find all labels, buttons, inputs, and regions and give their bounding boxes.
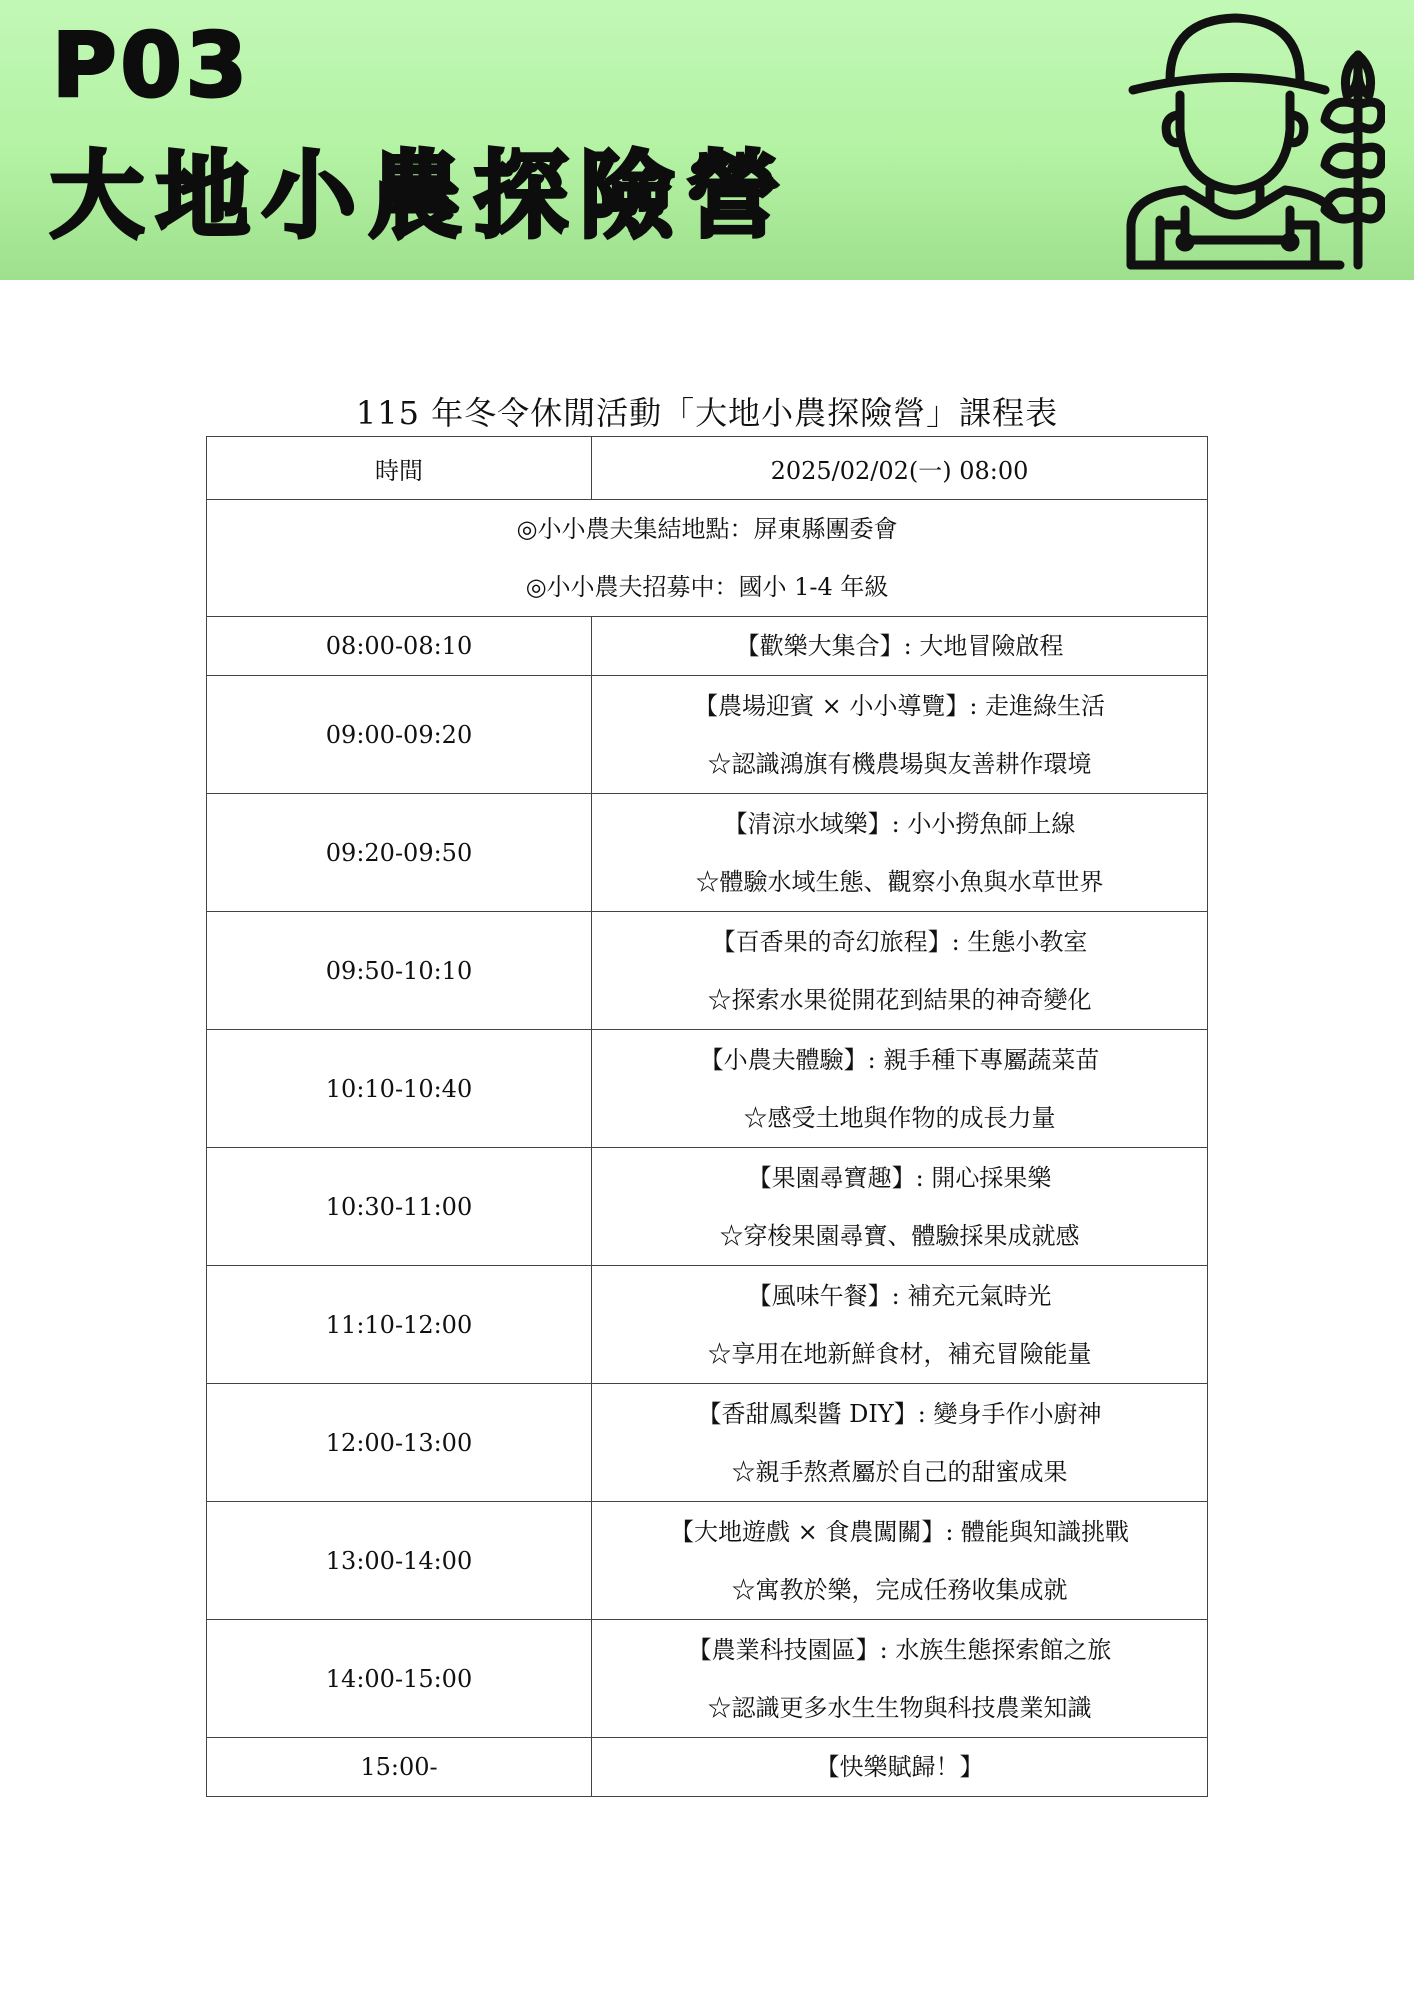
activity-title: 【清涼水域樂】: 小小撈魚師上線 [723, 809, 1076, 838]
activity-cell [592, 676, 1208, 794]
table-row [207, 1148, 1208, 1266]
activity-description: ☆穿梭果園尋寶、體驗採果成就感 [719, 1221, 1080, 1250]
activity-cell [592, 1738, 1208, 1797]
activity-title: 【大地遊戲 × 食農闖關】: 體能與知識挑戰 [669, 1517, 1130, 1546]
time-cell: 10:10-10:40 [207, 1030, 592, 1148]
activity-description: ☆認識鴻旗有機農場與友善耕作環境 [707, 749, 1092, 778]
activity-description: ☆探索水果從開花到結果的神奇變化 [707, 985, 1092, 1014]
table-header-row [207, 437, 1208, 500]
time-cell: 09:50-10:10 [207, 912, 592, 1030]
info-cell [207, 500, 1208, 617]
activity-cell [592, 1030, 1208, 1148]
time-cell: 12:00-13:00 [207, 1384, 592, 1502]
schedule-title: 115 年冬令休閒活動「大地小農探險營」課程表 [355, 394, 1059, 432]
time-header-cell: 時間 [207, 437, 592, 500]
activity-title: 【農業科技園區】: 水族生態探索館之旅 [687, 1635, 1112, 1664]
activity-cell [592, 617, 1208, 676]
table-row [207, 1620, 1208, 1738]
time-cell: 10:30-11:00 [207, 1148, 592, 1266]
activity-title: 【果園尋寶趣】: 開心採果樂 [747, 1163, 1052, 1192]
farmer-with-wheat-icon [1125, 10, 1385, 272]
activity-cell [592, 794, 1208, 912]
table-row [207, 1030, 1208, 1148]
date-header-cell: 2025/02/02(一) 08:00 [592, 437, 1208, 500]
time-cell: 09:00-09:20 [207, 676, 592, 794]
activity-cell [592, 1266, 1208, 1384]
table-row [207, 794, 1208, 912]
activity-description: ☆親手熬煮屬於自己的甜蜜成果 [731, 1457, 1068, 1486]
time-cell: 15:00- [207, 1738, 592, 1797]
table-row [207, 1738, 1208, 1797]
activity-description: ☆享用在地新鮮食材，補充冒險能量 [707, 1339, 1092, 1368]
activity-title: 【風味午餐】: 補充元氣時光 [747, 1281, 1052, 1310]
activity-cell [592, 912, 1208, 1030]
header-banner [0, 0, 1414, 280]
recruitment-line: ◎小小農夫招募中：國小 1-4 年級 [525, 573, 889, 601]
activity-cell [592, 1148, 1208, 1266]
activity-description: ☆寓教於樂，完成任務收集成就 [731, 1575, 1068, 1604]
table-row [207, 617, 1208, 676]
activity-title: 【香甜鳳梨醬 DIY】: 變身手作小廚神 [697, 1399, 1102, 1428]
time-cell: 11:10-12:00 [207, 1266, 592, 1384]
time-cell: 14:00-15:00 [207, 1620, 592, 1738]
meeting-point-line: ◎小小農夫集結地點：屏東縣團委會 [516, 515, 898, 543]
activity-description: ☆認識更多水生生物與科技農業知識 [707, 1693, 1092, 1722]
table-row [207, 1384, 1208, 1502]
table-row [207, 676, 1208, 794]
activity-title: 【百香果的奇幻旅程】: 生態小教室 [711, 927, 1088, 956]
program-code: P03 [52, 14, 251, 117]
activity-title: 【快樂賦歸！】 [815, 1753, 984, 1781]
activity-cell [592, 1502, 1208, 1620]
table-row [207, 912, 1208, 1030]
activity-description: ☆體驗水域生態、觀察小魚與水草世界 [695, 867, 1104, 896]
time-cell: 09:20-09:50 [207, 794, 592, 912]
time-cell: 13:00-14:00 [207, 1502, 592, 1620]
activity-cell [592, 1384, 1208, 1502]
schedule-table [206, 436, 1208, 1797]
activity-title: 【歡樂大集合】: 大地冒險啟程 [735, 632, 1064, 660]
table-row [207, 1502, 1208, 1620]
activity-cell [592, 1620, 1208, 1738]
activity-title: 【小農夫體驗】: 親手種下專屬蔬菜苗 [699, 1045, 1100, 1074]
time-cell: 08:00-08:10 [207, 617, 592, 676]
camp-title: 大地小農探險營 [50, 142, 793, 251]
activity-title: 【農場迎賓 × 小小導覽】: 走進綠生活 [693, 691, 1106, 720]
table-row [207, 1266, 1208, 1384]
activity-description: ☆感受土地與作物的成長力量 [743, 1103, 1056, 1132]
info-row [207, 500, 1208, 617]
